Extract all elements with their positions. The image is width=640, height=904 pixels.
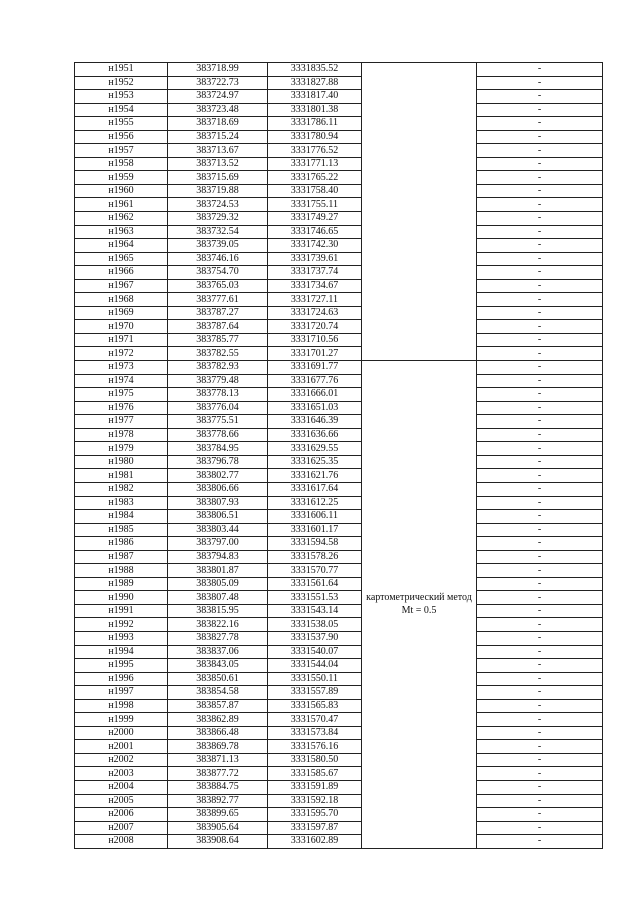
y-coordinate-cell: 3331780.94 (268, 130, 362, 144)
y-coordinate-cell: 3331606.11 (268, 510, 362, 524)
y-coordinate-cell: 3331580.50 (268, 753, 362, 767)
table-row (75, 401, 603, 415)
point-name-cell: н1984 (75, 510, 168, 524)
x-coordinate-cell: 383806.66 (168, 482, 268, 496)
x-coordinate-cell: 383784.95 (168, 442, 268, 456)
point-name-cell: н1968 (75, 293, 168, 307)
table-row (75, 442, 603, 456)
accuracy-cell: - (477, 415, 603, 429)
point-name-cell: н1956 (75, 130, 168, 144)
accuracy-cell: - (477, 320, 603, 334)
table-row (75, 645, 603, 659)
point-name-cell: н1996 (75, 672, 168, 686)
accuracy-cell: - (477, 117, 603, 131)
y-coordinate-cell: 3331565.83 (268, 699, 362, 713)
method-cell (362, 63, 477, 361)
x-coordinate-cell: 383782.55 (168, 347, 268, 361)
table-row (75, 361, 603, 375)
y-coordinate-cell: 3331651.03 (268, 401, 362, 415)
table-row (75, 659, 603, 673)
y-coordinate-cell: 3331691.77 (268, 361, 362, 375)
accuracy-cell: - (477, 537, 603, 551)
y-coordinate-cell: 3331734.67 (268, 279, 362, 293)
accuracy-cell: - (477, 306, 603, 320)
y-coordinate-cell: 3331737.74 (268, 266, 362, 280)
accuracy-cell: - (477, 604, 603, 618)
accuracy-cell: - (477, 252, 603, 266)
y-coordinate-cell: 3331592.18 (268, 794, 362, 808)
table-row (75, 347, 603, 361)
accuracy-cell: - (477, 550, 603, 564)
point-name-cell: н1971 (75, 333, 168, 347)
y-coordinate-cell: 3331617.64 (268, 482, 362, 496)
table-row (75, 767, 603, 781)
accuracy-cell: - (477, 469, 603, 483)
accuracy-cell: - (477, 794, 603, 808)
x-coordinate-cell: 383899.65 (168, 808, 268, 822)
accuracy-cell: - (477, 279, 603, 293)
accuracy-cell: - (477, 103, 603, 117)
accuracy-cell: - (477, 808, 603, 822)
table-row (75, 821, 603, 835)
table-row (75, 808, 603, 822)
x-coordinate-cell: 383778.66 (168, 428, 268, 442)
coordinates-table-body (75, 63, 603, 849)
x-coordinate-cell: 383892.77 (168, 794, 268, 808)
point-name-cell: н1987 (75, 550, 168, 564)
table-row (75, 103, 603, 117)
table-row (75, 374, 603, 388)
accuracy-cell: - (477, 388, 603, 402)
table-row (75, 740, 603, 754)
table-row (75, 117, 603, 131)
accuracy-cell: - (477, 564, 603, 578)
accuracy-cell: - (477, 347, 603, 361)
y-coordinate-cell: 3331636.66 (268, 428, 362, 442)
x-coordinate-cell: 383862.89 (168, 713, 268, 727)
point-name-cell: н1988 (75, 564, 168, 578)
x-coordinate-cell: 383794.83 (168, 550, 268, 564)
x-coordinate-cell: 383866.48 (168, 726, 268, 740)
accuracy-cell: - (477, 591, 603, 605)
table-row (75, 835, 603, 849)
point-name-cell: н1978 (75, 428, 168, 442)
table-row (75, 225, 603, 239)
accuracy-cell: - (477, 780, 603, 794)
x-coordinate-cell: 383715.69 (168, 171, 268, 185)
accuracy-cell: - (477, 266, 603, 280)
table-row (75, 90, 603, 104)
point-name-cell: н1966 (75, 266, 168, 280)
table-row (75, 171, 603, 185)
table-row (75, 604, 603, 618)
x-coordinate-cell: 383778.13 (168, 388, 268, 402)
point-name-cell: н1977 (75, 415, 168, 429)
point-name-cell: н1989 (75, 577, 168, 591)
accuracy-cell: - (477, 239, 603, 253)
table-row (75, 550, 603, 564)
table-row (75, 577, 603, 591)
x-coordinate-cell: 383787.27 (168, 306, 268, 320)
y-coordinate-cell: 3331585.67 (268, 767, 362, 781)
accuracy-cell: - (477, 767, 603, 781)
x-coordinate-cell: 383796.78 (168, 455, 268, 469)
x-coordinate-cell: 383884.75 (168, 780, 268, 794)
accuracy-cell: - (477, 184, 603, 198)
y-coordinate-cell: 3331758.40 (268, 184, 362, 198)
table-row (75, 144, 603, 158)
point-name-cell: н1969 (75, 306, 168, 320)
accuracy-cell: - (477, 618, 603, 632)
point-name-cell: н1979 (75, 442, 168, 456)
accuracy-cell: - (477, 496, 603, 510)
point-name-cell: н2005 (75, 794, 168, 808)
table-row (75, 157, 603, 171)
point-name-cell: н1954 (75, 103, 168, 117)
x-coordinate-cell: 383715.24 (168, 130, 268, 144)
table-row (75, 279, 603, 293)
point-name-cell: н2002 (75, 753, 168, 767)
y-coordinate-cell: 3331550.11 (268, 672, 362, 686)
x-coordinate-cell: 383787.64 (168, 320, 268, 334)
x-coordinate-cell: 383719.88 (168, 184, 268, 198)
point-name-cell: н1983 (75, 496, 168, 510)
point-name-cell: н1972 (75, 347, 168, 361)
y-coordinate-cell: 3331540.07 (268, 645, 362, 659)
point-name-cell: н1959 (75, 171, 168, 185)
accuracy-cell: - (477, 482, 603, 496)
point-name-cell: н2000 (75, 726, 168, 740)
point-name-cell: н1993 (75, 631, 168, 645)
point-name-cell: н1986 (75, 537, 168, 551)
point-name-cell: н1994 (75, 645, 168, 659)
accuracy-cell: - (477, 144, 603, 158)
accuracy-cell: - (477, 361, 603, 375)
point-name-cell: н1975 (75, 388, 168, 402)
point-name-cell: н1976 (75, 401, 168, 415)
method-cell (362, 361, 477, 849)
x-coordinate-cell: 383871.13 (168, 753, 268, 767)
y-coordinate-cell: 3331771.13 (268, 157, 362, 171)
table-row (75, 455, 603, 469)
point-name-cell: н1982 (75, 482, 168, 496)
y-coordinate-cell: 3331557.89 (268, 686, 362, 700)
y-coordinate-cell: 3331739.61 (268, 252, 362, 266)
x-coordinate-cell: 383722.73 (168, 76, 268, 90)
accuracy-cell: - (477, 442, 603, 456)
y-coordinate-cell: 3331666.01 (268, 388, 362, 402)
y-coordinate-cell: 3331625.35 (268, 455, 362, 469)
point-name-cell: н1958 (75, 157, 168, 171)
table-row (75, 266, 603, 280)
accuracy-cell: - (477, 63, 603, 77)
x-coordinate-cell: 383807.93 (168, 496, 268, 510)
x-coordinate-cell: 383782.93 (168, 361, 268, 375)
y-coordinate-cell: 3331724.63 (268, 306, 362, 320)
accuracy-cell: - (477, 835, 603, 849)
y-coordinate-cell: 3331755.11 (268, 198, 362, 212)
y-coordinate-cell: 3331710.56 (268, 333, 362, 347)
table-row (75, 564, 603, 578)
y-coordinate-cell: 3331827.88 (268, 76, 362, 90)
x-coordinate-cell: 383775.51 (168, 415, 268, 429)
y-coordinate-cell: 3331544.04 (268, 659, 362, 673)
table-row (75, 184, 603, 198)
x-coordinate-cell: 383713.52 (168, 157, 268, 171)
table-row (75, 63, 603, 77)
y-coordinate-cell: 3331537.90 (268, 631, 362, 645)
table-row (75, 794, 603, 808)
table-row (75, 753, 603, 767)
x-coordinate-cell: 383908.64 (168, 835, 268, 849)
accuracy-cell: - (477, 740, 603, 754)
point-name-cell: н1970 (75, 320, 168, 334)
point-name-cell: н2001 (75, 740, 168, 754)
y-coordinate-cell: 3331597.87 (268, 821, 362, 835)
y-coordinate-cell: 3331786.11 (268, 117, 362, 131)
x-coordinate-cell: 383718.99 (168, 63, 268, 77)
point-name-cell: н2008 (75, 835, 168, 849)
point-name-cell: н2007 (75, 821, 168, 835)
x-coordinate-cell: 383806.51 (168, 510, 268, 524)
x-coordinate-cell: 383776.04 (168, 401, 268, 415)
x-coordinate-cell: 383877.72 (168, 767, 268, 781)
point-name-cell: н1991 (75, 604, 168, 618)
y-coordinate-cell: 3331538.05 (268, 618, 362, 632)
accuracy-cell: - (477, 130, 603, 144)
point-name-cell: н1951 (75, 63, 168, 77)
point-name-cell: н1992 (75, 618, 168, 632)
table-row (75, 388, 603, 402)
point-name-cell: н1990 (75, 591, 168, 605)
point-name-cell: н1955 (75, 117, 168, 131)
y-coordinate-cell: 3331578.26 (268, 550, 362, 564)
x-coordinate-cell: 383765.03 (168, 279, 268, 293)
table-row (75, 415, 603, 429)
table-row (75, 212, 603, 226)
point-name-cell: н1998 (75, 699, 168, 713)
point-name-cell: н1964 (75, 239, 168, 253)
accuracy-cell: - (477, 225, 603, 239)
table-row (75, 469, 603, 483)
accuracy-cell: - (477, 645, 603, 659)
y-coordinate-cell: 3331591.89 (268, 780, 362, 794)
point-name-cell: н1980 (75, 455, 168, 469)
accuracy-cell: - (477, 157, 603, 171)
table-row (75, 320, 603, 334)
x-coordinate-cell: 383802.77 (168, 469, 268, 483)
x-coordinate-cell: 383746.16 (168, 252, 268, 266)
accuracy-cell: - (477, 333, 603, 347)
y-coordinate-cell: 3331543.14 (268, 604, 362, 618)
y-coordinate-cell: 3331621.76 (268, 469, 362, 483)
x-coordinate-cell: 383785.77 (168, 333, 268, 347)
y-coordinate-cell: 3331612.25 (268, 496, 362, 510)
x-coordinate-cell: 383718.69 (168, 117, 268, 131)
y-coordinate-cell: 3331801.38 (268, 103, 362, 117)
table-row (75, 618, 603, 632)
x-coordinate-cell: 383837.06 (168, 645, 268, 659)
y-coordinate-cell: 3331835.52 (268, 63, 362, 77)
x-coordinate-cell: 383815.95 (168, 604, 268, 618)
table-row (75, 780, 603, 794)
point-name-cell: н1963 (75, 225, 168, 239)
x-coordinate-cell: 383797.00 (168, 537, 268, 551)
table-row (75, 306, 603, 320)
point-name-cell: н1952 (75, 76, 168, 90)
accuracy-cell: - (477, 753, 603, 767)
y-coordinate-cell: 3331570.47 (268, 713, 362, 727)
accuracy-cell: - (477, 374, 603, 388)
coordinates-table (74, 62, 603, 849)
x-coordinate-cell: 383857.87 (168, 699, 268, 713)
x-coordinate-cell: 383807.48 (168, 591, 268, 605)
table-row (75, 198, 603, 212)
x-coordinate-cell: 383850.61 (168, 672, 268, 686)
point-name-cell: н1961 (75, 198, 168, 212)
y-coordinate-cell: 3331727.11 (268, 293, 362, 307)
table-row (75, 496, 603, 510)
x-coordinate-cell: 383822.16 (168, 618, 268, 632)
x-coordinate-cell: 383843.05 (168, 659, 268, 673)
y-coordinate-cell: 3331602.89 (268, 835, 362, 849)
y-coordinate-cell: 3331765.22 (268, 171, 362, 185)
table-row (75, 239, 603, 253)
accuracy-cell: - (477, 293, 603, 307)
accuracy-cell: - (477, 198, 603, 212)
y-coordinate-cell: 3331749.27 (268, 212, 362, 226)
point-name-cell: н1981 (75, 469, 168, 483)
y-coordinate-cell: 3331701.27 (268, 347, 362, 361)
y-coordinate-cell: 3331629.55 (268, 442, 362, 456)
y-coordinate-cell: 3331576.16 (268, 740, 362, 754)
point-name-cell: н2004 (75, 780, 168, 794)
accuracy-cell: - (477, 428, 603, 442)
y-coordinate-cell: 3331570.77 (268, 564, 362, 578)
x-coordinate-cell: 383905.64 (168, 821, 268, 835)
accuracy-cell: - (477, 401, 603, 415)
y-coordinate-cell: 3331594.58 (268, 537, 362, 551)
accuracy-cell: - (477, 821, 603, 835)
y-coordinate-cell: 3331646.39 (268, 415, 362, 429)
y-coordinate-cell: 3331677.76 (268, 374, 362, 388)
table-row (75, 293, 603, 307)
x-coordinate-cell: 383713.67 (168, 144, 268, 158)
x-coordinate-cell: 383739.05 (168, 239, 268, 253)
table-row (75, 428, 603, 442)
accuracy-cell: - (477, 455, 603, 469)
x-coordinate-cell: 383729.32 (168, 212, 268, 226)
x-coordinate-cell: 383801.87 (168, 564, 268, 578)
point-name-cell: н1995 (75, 659, 168, 673)
accuracy-cell: - (477, 686, 603, 700)
x-coordinate-cell: 383869.78 (168, 740, 268, 754)
point-name-cell: н1953 (75, 90, 168, 104)
point-name-cell: н1965 (75, 252, 168, 266)
table-row (75, 130, 603, 144)
accuracy-cell: - (477, 631, 603, 645)
y-coordinate-cell: 3331595.70 (268, 808, 362, 822)
point-name-cell: н1997 (75, 686, 168, 700)
table-row (75, 510, 603, 524)
accuracy-cell: - (477, 510, 603, 524)
accuracy-cell: - (477, 90, 603, 104)
accuracy-cell: - (477, 577, 603, 591)
accuracy-cell: - (477, 699, 603, 713)
table-row (75, 713, 603, 727)
table-row (75, 523, 603, 537)
table-row (75, 76, 603, 90)
point-name-cell: н1967 (75, 279, 168, 293)
accuracy-cell: - (477, 713, 603, 727)
x-coordinate-cell: 383805.09 (168, 577, 268, 591)
accuracy-cell: - (477, 171, 603, 185)
table-row (75, 686, 603, 700)
y-coordinate-cell: 3331746.65 (268, 225, 362, 239)
table-row (75, 537, 603, 551)
accuracy-cell: - (477, 212, 603, 226)
y-coordinate-cell: 3331817.40 (268, 90, 362, 104)
point-name-cell: н1960 (75, 184, 168, 198)
y-coordinate-cell: 3331551.53 (268, 591, 362, 605)
x-coordinate-cell: 383754.70 (168, 266, 268, 280)
accuracy-cell: - (477, 523, 603, 537)
point-name-cell: н1974 (75, 374, 168, 388)
y-coordinate-cell: 3331601.17 (268, 523, 362, 537)
table-row (75, 591, 603, 605)
table-row (75, 726, 603, 740)
table-row (75, 672, 603, 686)
accuracy-cell: - (477, 76, 603, 90)
method-text: картометрический метод Mt = 0.5 (366, 592, 472, 617)
point-name-cell: н1973 (75, 361, 168, 375)
y-coordinate-cell: 3331742.30 (268, 239, 362, 253)
x-coordinate-cell: 383779.48 (168, 374, 268, 388)
accuracy-cell: - (477, 672, 603, 686)
point-name-cell: н1962 (75, 212, 168, 226)
x-coordinate-cell: 383724.53 (168, 198, 268, 212)
table-row (75, 482, 603, 496)
point-name-cell: н1957 (75, 144, 168, 158)
point-name-cell: н2003 (75, 767, 168, 781)
x-coordinate-cell: 383724.97 (168, 90, 268, 104)
accuracy-cell: - (477, 726, 603, 740)
accuracy-cell: - (477, 659, 603, 673)
y-coordinate-cell: 3331561.64 (268, 577, 362, 591)
x-coordinate-cell: 383732.54 (168, 225, 268, 239)
point-name-cell: н2006 (75, 808, 168, 822)
point-name-cell: н1999 (75, 713, 168, 727)
point-name-cell: н1985 (75, 523, 168, 537)
y-coordinate-cell: 3331776.52 (268, 144, 362, 158)
y-coordinate-cell: 3331720.74 (268, 320, 362, 334)
x-coordinate-cell: 383854.58 (168, 686, 268, 700)
y-coordinate-cell: 3331573.84 (268, 726, 362, 740)
x-coordinate-cell: 383777.61 (168, 293, 268, 307)
x-coordinate-cell: 383827.78 (168, 631, 268, 645)
table-row (75, 631, 603, 645)
table-row (75, 252, 603, 266)
table-row (75, 699, 603, 713)
x-coordinate-cell: 383723.48 (168, 103, 268, 117)
x-coordinate-cell: 383803.44 (168, 523, 268, 537)
table-row (75, 333, 603, 347)
